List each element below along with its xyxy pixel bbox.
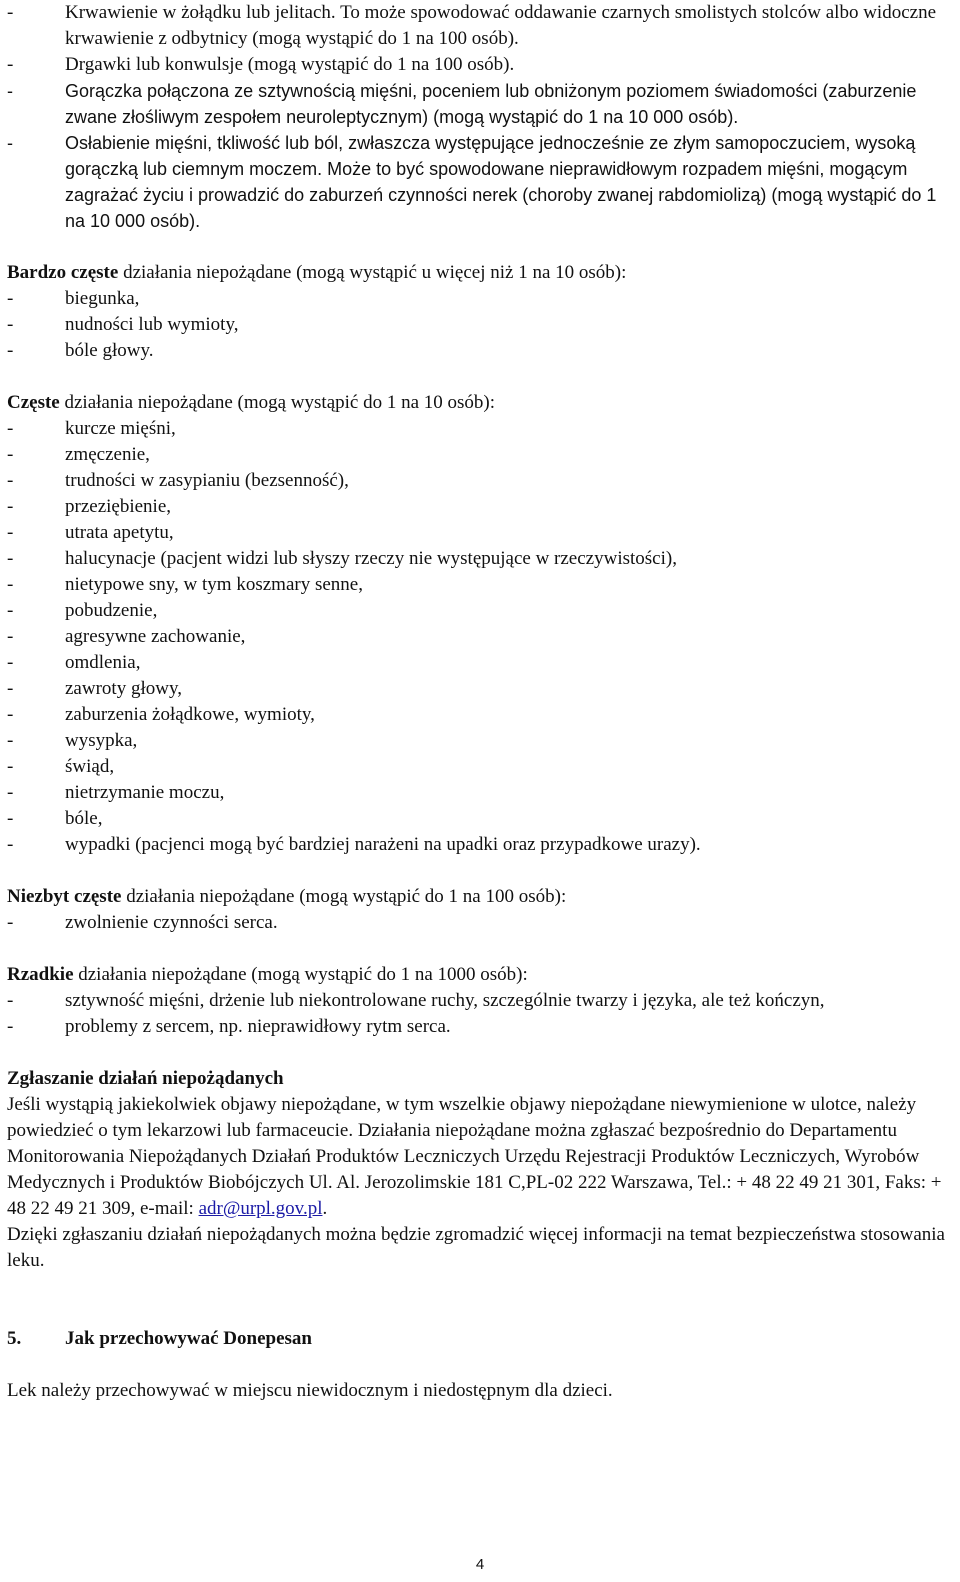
list-item: - bóle głowy. (7, 340, 154, 361)
list-item: - nietypowe sny, w tym koszmary senne, (7, 574, 363, 595)
uncommon-list (7, 910, 957, 936)
reporting-closing: Dzięki zgłaszaniu działań niepożądanych można będzie zgromadzić więcej informacji na temat bezpieczeństwa stosowania leku. (7, 1224, 945, 1271)
page-number: 4 (475, 1556, 485, 1573)
very-common-list (7, 286, 957, 364)
list-item: - agresywne zachowanie, (7, 626, 246, 647)
list-item: - Osłabienie mięśni, tkliwość lub ból, zwłaszcza występujące jednocześnie ze złym samopoczuciem, wysoką gorączką lub ciemnym moczem. Może to być spowodowane nieprawidłowym rozpadem mięśni, mogącym zagrażać życiu i prowadzić do zaburzeń czynności nerek (choroby zwanej rabdomiolizą) (mogą wystąpić do 1 na 10 000 osób). (7, 133, 937, 231)
list-item: - Krwawienie w żołądku lub jelitach. To może spowodować oddawanie czarnych smolistych stolców albo widoczne krwawienie z odbytnicy (mogą wystąpić do 1 na 100 osób). (7, 2, 937, 49)
list-item: - świąd, (7, 756, 115, 777)
list-item: - Drgawki lub konwulsje (mogą wystąpić do 1 na 100 osób). (7, 54, 515, 75)
rare-heading: Rzadkie działania niepożądane (mogą wystąpić do 1 na 1000 osób): (7, 964, 528, 985)
list-item: - przeziębienie, (7, 496, 172, 517)
list-item: - nietrzymanie moczu, (7, 782, 225, 803)
list-item: - trudności w zasypianiu (bezsenność), (7, 470, 349, 491)
list-item: - omdlenia, (7, 652, 141, 673)
reporting-title: Zgłaszanie działań niepożądanych (7, 1068, 284, 1089)
list-item: - wypadki (pacjenci mogą być bardziej narażeni na upadki oraz przypadkowe urazy). (7, 834, 701, 855)
list-item: - kurcze mięśni, (7, 418, 176, 439)
common-heading: Częste działania niepożądane (mogą wystąpić do 1 na 10 osób): (7, 392, 496, 413)
very-common-heading: Bardzo częste działania niepożądane (mogą wystąpić u więcej niż 1 na 10 osób): (7, 262, 627, 283)
document-page (7, 0, 957, 1404)
list-item: - zawroty głowy, (7, 678, 182, 699)
list-item: - sztywność mięśni, drżenie lub niekontrolowane ruchy, szczególnie twarzy i języka, ale też kończyn, (7, 990, 825, 1011)
list-item: - zaburzenia żołądkowe, wymioty, (7, 704, 315, 725)
storage-text: Lek należy przechowywać w miejscu niewidocznym i niedostępnym dla dzieci. (7, 1380, 613, 1401)
list-item: - zwolnienie czynności serca. (7, 912, 278, 933)
serious-effects-list (7, 0, 957, 234)
list-item: - problemy z sercem, np. nieprawidłowy rytm serca. (7, 1016, 451, 1037)
list-item: - bóle, (7, 808, 103, 829)
list-item: - utrata apetytu, (7, 522, 174, 543)
email-link[interactable]: adr@urpl.gov.pl (198, 1198, 323, 1219)
section-heading: 5. Jak przechowywać Donepesan (7, 1328, 312, 1349)
list-item: - halucynacje (pacjent widzi lub słyszy rzeczy nie występujące w rzeczywistości), (7, 548, 677, 569)
reporting-body: Jeśli wystąpią jakiekolwiek objawy niepożądane, w tym wszelkie objawy niepożądane niewymienione w ulotce, należy powiedzieć o tym lekarzowi lub farmaceucie. Działania niepożądane można zgłaszać bezpośrednio do Departamentu Monitorowania Niepożądanych Działań Produktów Leczniczych Urzędu Rejestracji Produktów Leczniczych, Wyrobów Medycznych i Produktów Biobójczych Ul. Al. Jerozolimskie 181 C,PL-02 222 Warszawa, Tel.: + 48 22 49 21 301, Faks: + 48 22 49 21 309, e-mail: adr@urpl.gov.pl. (7, 1094, 942, 1219)
list-item: - Gorączka połączona ze sztywnością mięśni, poceniem lub obniżonym poziomem świadomości (zaburzenie zwane złośliwym zespołem neuroleptycznym) (mogą wystąpić do 1 na 10 000 osób). (7, 81, 917, 127)
list-item: - nudności lub wymioty, (7, 314, 239, 335)
common-list (7, 416, 957, 858)
list-item: - zmęczenie, (7, 444, 150, 465)
list-item: - biegunka, (7, 288, 140, 309)
uncommon-heading: Niezbyt częste działania niepożądane (mogą wystąpić do 1 na 100 osób): (7, 886, 567, 907)
rare-list (7, 988, 957, 1040)
list-item: - wysypka, (7, 730, 138, 751)
list-item: - pobudzenie, (7, 600, 158, 621)
